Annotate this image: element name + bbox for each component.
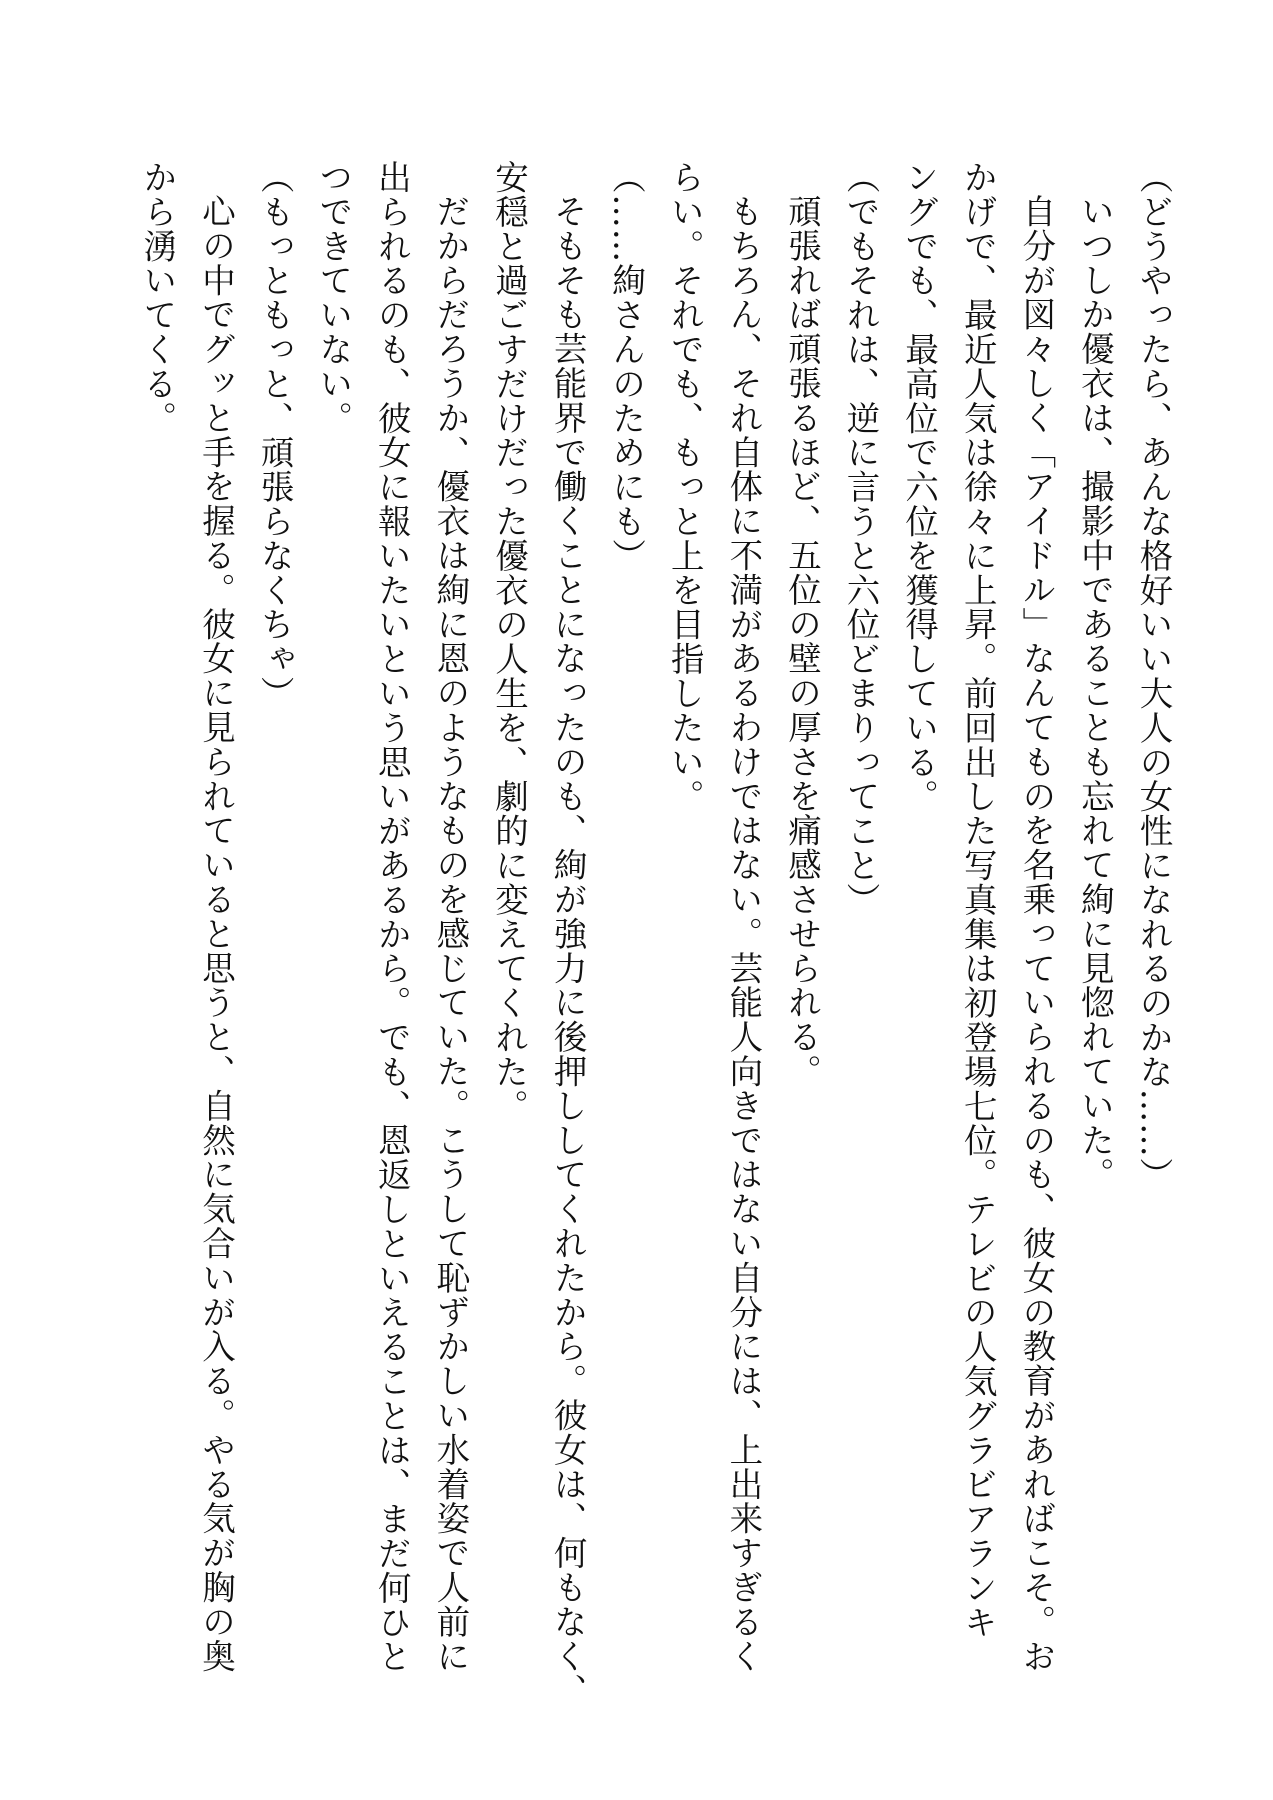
text-column: から湧いてくる。 [137,160,177,436]
text-column: 自分が図々しく「アイドル」なんてものを名乗っていられるのも、彼女の教育があればこそ。お [1016,193,1056,1673]
text-column: 頑張れば頑張るほど、五位の壁の厚さを痛感させられる。 [782,193,822,1088]
text-column: 心の中でグッと手を握る。彼女に見られていると思うと、自然に気合いが入る。やる気が胸の奥 [196,193,236,1673]
text-column: （……絢さんのためにも） [606,160,646,573]
text-column: らい。それでも、もっと上を目指したい。 [665,160,705,814]
text-column: そもそも芸能界で働くことになったのも、絢が強力に後押ししてくれたから。彼女は、何もなく、 [548,193,588,1708]
text-column: （もっともっと、頑張らなくちゃ） [255,160,295,711]
text-column: いつしか優衣は、撮影中であることも忘れて絢に見惚れていた。 [1075,193,1115,1192]
text-column: ングでも、最高位で六位を獲得している。 [899,160,939,814]
text-column: つできていない。 [313,160,353,436]
text-column: かげで、最近人気は徐々に上昇。前回出した写真集は初登場七位。テレビの人気グラビアランキ [958,160,998,1640]
text-column: だからだろうか、優衣は絢に恩のようなものを感じていた。こうして恥ずかしい水着姿で人前に [430,193,470,1673]
text-column: （どうやったら、あんな格好いい大人の女性になれるのかな……） [1134,160,1173,1192]
text-column: （でもそれは、逆に言うと六位どまりってこと） [841,160,881,917]
vertical-text-page [127,160,1182,1708]
text-column: 安穏と過ごすだけだった優衣の人生を、劇的に変えてくれた。 [489,160,529,1124]
text-column: もちろん、それ自体に不満があるわけではない。芸能人向きではない自分には、上出来すぎるく [723,193,763,1673]
text-column: 出られるのも、彼女に報いたいという思いがあるから。でも、恩返しといえることは、まだ何ひと [372,160,412,1674]
